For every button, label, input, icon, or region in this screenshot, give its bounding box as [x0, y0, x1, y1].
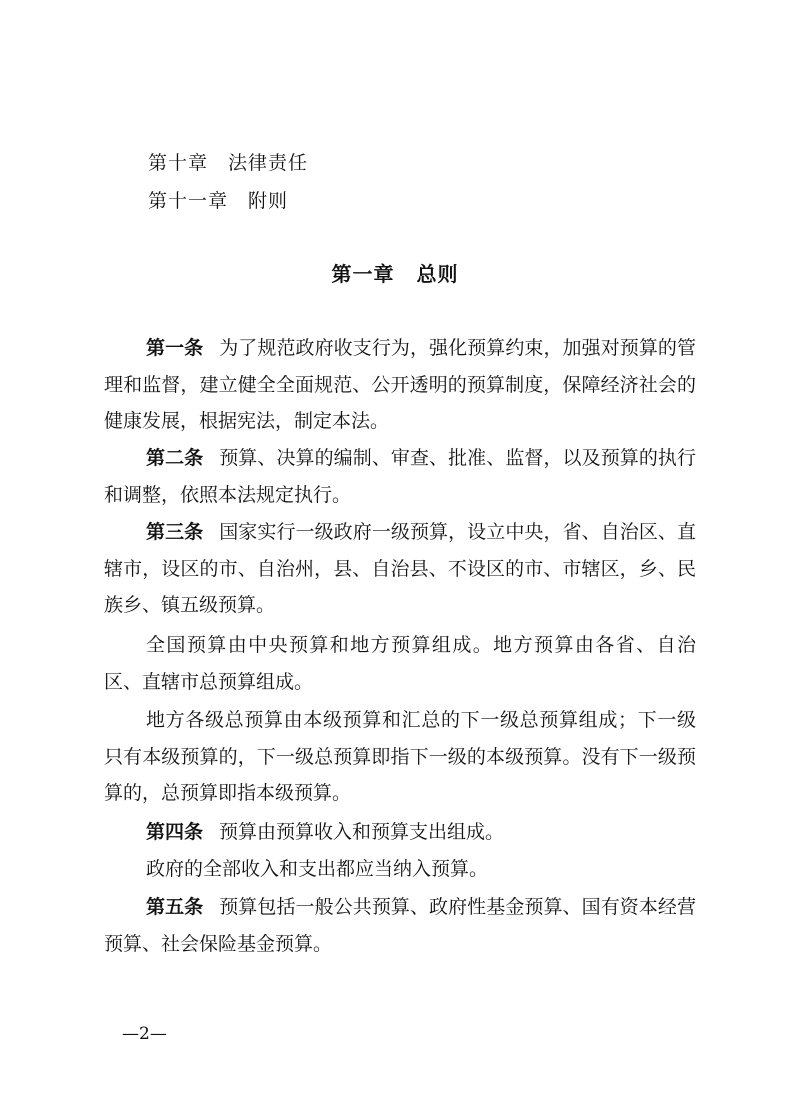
article-label: 第五条: [146, 896, 204, 918]
article-text: 国家实行一级政府一级预算，设立中央，省、自治区、直辖市，设区的市、自治州，县、自治县、不设区的市、市辖区，乡、民族乡、镇五级预算。: [104, 521, 696, 616]
toc-entry-chapter-10: [148, 148, 308, 175]
article-3-paragraph: [104, 514, 696, 624]
article-1-paragraph: [104, 330, 696, 440]
paragraph-text: 地方各级总预算由本级预算和汇总的下一级总预算组成；下一级只有本级预算的，下一级总预算即指下一级的本级预算。没有下一级预算的，总预算即指本级预算。: [104, 709, 696, 804]
paragraph-text: 全国预算由中央预算和地方预算组成。地方预算由各省、自治区、直辖市总预算组成。: [104, 634, 696, 693]
chapter-name: 总则: [416, 262, 459, 286]
chapter-heading: [0, 258, 790, 287]
article-label: 第四条: [146, 821, 204, 843]
paragraph-text: 政府的全部收入和支出都应当纳入预算。: [146, 858, 489, 880]
article-label: 第一条: [146, 337, 204, 359]
toc-chapter-title: 附则: [248, 190, 289, 212]
article-label: 第三条: [146, 521, 204, 543]
toc-chapter-number: 第十章: [148, 152, 209, 174]
toc-chapter-number: 第十一章: [148, 190, 229, 212]
body-paragraph: [104, 627, 696, 700]
article-label: 第二条: [146, 447, 204, 469]
toc-chapter-title: 法律责任: [228, 152, 309, 174]
body-paragraph: [104, 851, 696, 888]
page-number: —2—: [122, 1024, 167, 1044]
article-text: 预算包括一般公共预算、政府性基金预算、国有资本经营预算、社会保险基金预算。: [104, 896, 696, 955]
article-5-paragraph: [104, 889, 696, 962]
toc-entry-chapter-11: [148, 186, 288, 213]
article-2-paragraph: [104, 440, 696, 513]
article-text: 预算由预算收入和预算支出组成。: [219, 821, 505, 843]
article-4-paragraph: [104, 814, 696, 851]
chapter-number: 第一章: [331, 262, 395, 286]
article-text: 预算、决算的编制、审查、批准、监督，以及预算的执行和调整，依照本法规定执行。: [104, 447, 696, 506]
article-text: 为了规范政府收支行为，强化预算约束，加强对预算的管理和监督，建立健全全面规范、公开透明的预算制度，保障经济社会的健康发展，根据宪法，制定本法。: [104, 337, 696, 432]
body-paragraph: [104, 702, 696, 812]
